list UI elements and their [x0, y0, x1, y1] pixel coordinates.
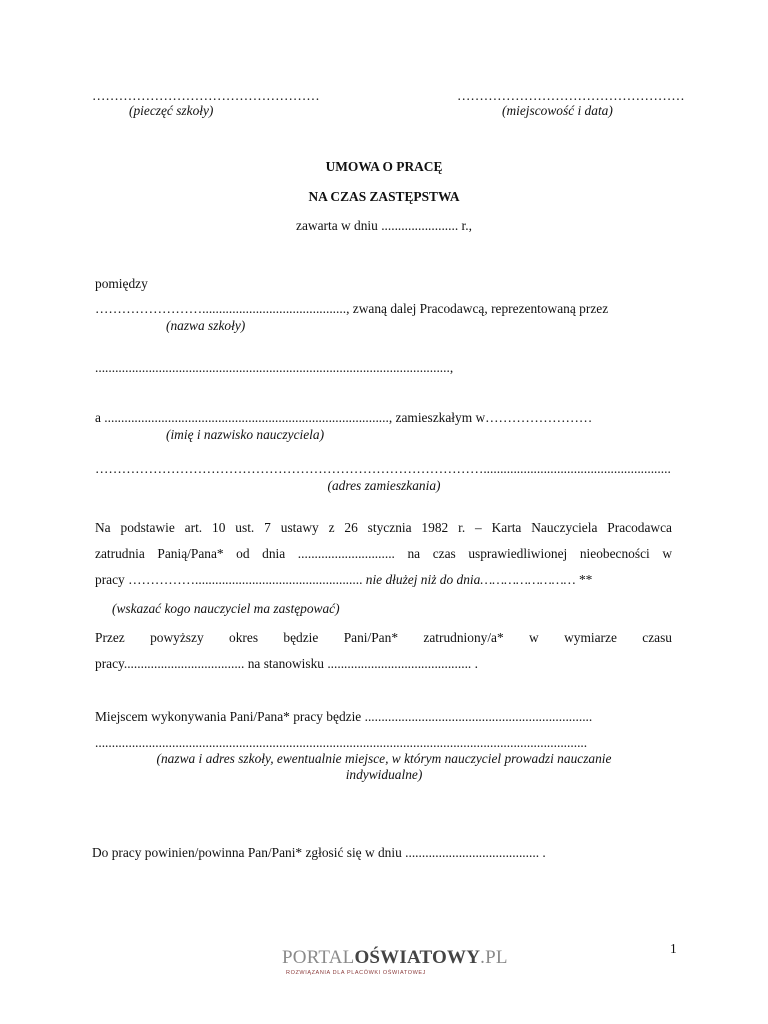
- logo-part-2: OŚWIATOWY: [354, 947, 481, 968]
- concluded-date-line: zawarta w dniu ....................... r.,: [296, 218, 472, 233]
- address-label: (adres zamieszkania): [327, 478, 441, 493]
- legal-basis-line-3: [95, 572, 592, 588]
- teacher-line: a ....................................................................................., zamieszkałym w……………………: [95, 410, 593, 425]
- stamp-label: (pieczęć szkoły): [129, 103, 214, 118]
- between-label: pomiędzy: [95, 276, 148, 291]
- place-date-label: (miejscowość i data): [502, 103, 613, 118]
- logo-part-1: PORTAL: [282, 947, 355, 968]
- portal-oswiatowy-logo: [282, 947, 508, 976]
- working-time-line-2: pracy.................................... na stanowisku ........................................... .: [95, 656, 478, 671]
- report-to-work-line: Do pracy powinien/powinna Pan/Pani* zgłosić się w dniu ........................................ .: [92, 845, 546, 860]
- legal-basis-line-1: Na podstawie art. 10 ust. 7 ustawy z 26 stycznia 1982 r. – Karta Nauczyciela Pracodawca: [95, 520, 672, 535]
- page-number: 1: [670, 941, 677, 956]
- footnote-marker: **: [575, 572, 593, 587]
- stamp-dots: ……………………………………………: [92, 88, 320, 103]
- teacher-name-label: (imię i nazwisko nauczyciela): [166, 427, 325, 442]
- place-date-dots: ……………………………………………: [457, 88, 685, 103]
- document-subtitle: NA CZAS ZASTĘPSTWA: [308, 189, 460, 204]
- workplace-label-2: indywidualne): [345, 767, 423, 782]
- logo-tagline: ROZWIĄZANIA DLA PLACÓWKI OŚWIATOWEJ: [286, 970, 426, 976]
- address-line: ……………………………………………………………………………........................................................: [95, 461, 671, 476]
- document-title: UMOWA O PRACĘ: [325, 159, 443, 174]
- legal-basis-line-2: zatrudnia Panią/Pana* od dnia ............................. na czas usprawiedliwionej nieobecności w: [95, 546, 672, 561]
- substitute-label: (wskazać kogo nauczyciel ma zastępować): [112, 601, 340, 616]
- legal-basis-line-3-start: pracy ……………..................................................: [95, 572, 363, 587]
- end-date-clause: nie dłużej niż do dnia……………………: [362, 572, 576, 587]
- workplace-line: Miejscem wykonywania Pani/Pana* pracy będzie ....................................................................: [95, 709, 593, 724]
- logo-part-3: .PL: [480, 947, 508, 968]
- representative-line: ..........................................................................................................,: [95, 360, 454, 375]
- workplace-label-1: (nazwa i adres szkoły, ewentualnie miejsce, w którym nauczyciel prowadzi nauczanie: [156, 751, 612, 766]
- employer-line: ……………………..........................................., zwaną dalej Pracodawcą, reprezentowaną przez: [95, 301, 609, 316]
- workplace-dots: ...................................................................................................................................................: [95, 735, 588, 750]
- school-name-label: (nazwa szkoły): [166, 318, 246, 333]
- working-time-line-1: Przez powyższy okres będzie Pani/Pan* zatrudniony/a* w wymiarze czasu: [95, 630, 672, 645]
